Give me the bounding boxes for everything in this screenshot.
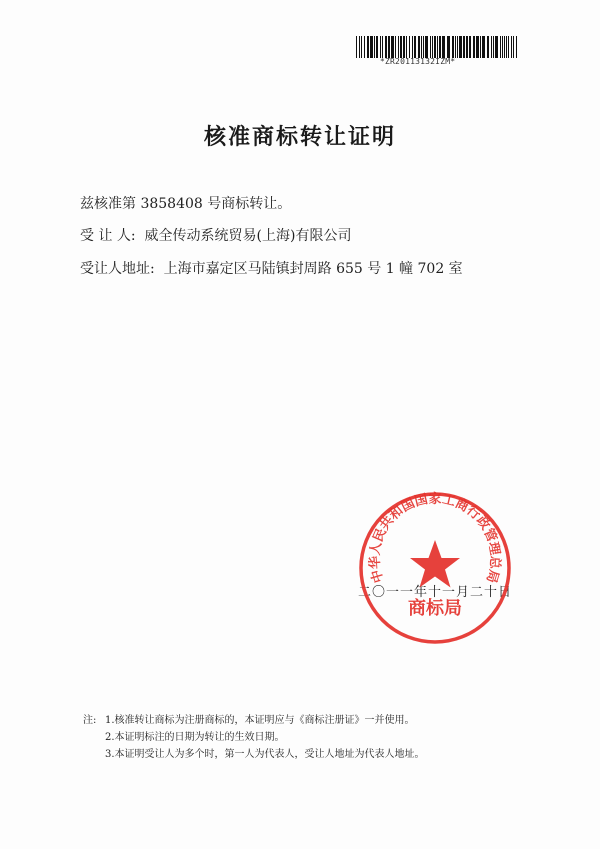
barcode-bar — [516, 36, 517, 58]
barcode-bar — [466, 36, 468, 58]
barcode-bar — [476, 36, 479, 58]
barcode-number: *ZR20113132IZM* — [380, 57, 456, 66]
seal-center-text: 商标局 — [408, 598, 462, 619]
barcode-bar — [495, 36, 498, 58]
barcode-bar — [403, 36, 405, 58]
assignee-line — [80, 225, 351, 245]
barcode-bar — [463, 36, 465, 58]
barcode-bar — [482, 36, 485, 58]
barcode-bar — [391, 36, 394, 58]
barcode-bar — [425, 36, 428, 58]
barcode-bar — [513, 36, 514, 58]
notes-prefix: 注: — [83, 715, 97, 726]
barcode-bar — [506, 36, 507, 58]
star-icon — [410, 540, 460, 588]
assignee-value: 威全传动系统贸易(上海)有限公司 — [144, 228, 352, 244]
barcode-bar — [370, 36, 373, 58]
document-title: 核准商标转让证明 — [203, 124, 396, 150]
approval-statement: 兹核准第 3858408 号商标转让。 — [80, 196, 292, 212]
barcode-bar — [500, 36, 501, 58]
barcode-bar — [502, 36, 503, 58]
barcode-bar — [469, 36, 471, 58]
barcode-bar — [395, 36, 396, 58]
barcode-bar — [356, 36, 357, 58]
barcode-bar — [398, 36, 399, 58]
barcode-bar — [487, 36, 489, 58]
barcode-bar — [382, 36, 383, 58]
barcode-bar — [421, 36, 422, 58]
barcode-bar — [439, 36, 441, 58]
barcode-bar — [452, 36, 454, 58]
barcode-bar — [361, 36, 362, 58]
barcode-bar — [385, 36, 387, 58]
barcode-bar — [380, 36, 381, 58]
barcode-bar — [367, 36, 369, 58]
barcode-bar — [459, 36, 462, 58]
barcode-bar — [491, 36, 492, 58]
barcode-bar — [493, 36, 494, 58]
barcode-bar — [418, 36, 420, 58]
notes-section — [83, 712, 425, 763]
seal-ring-text: 中华人民共和国国家工商行政管理总局 — [367, 491, 503, 585]
barcode-bar — [430, 36, 431, 58]
barcode-bar — [511, 36, 512, 58]
barcode-bar — [414, 36, 416, 58]
barcode-bar — [388, 36, 390, 58]
barcode-bar — [504, 36, 505, 58]
barcode-bar — [442, 36, 445, 58]
barcode-bar — [409, 36, 410, 58]
barcode-bar — [359, 36, 360, 58]
barcode-bar — [455, 36, 456, 58]
assignee-address-value: 上海市嘉定区马陆镇封周路 655 号 1 幢 702 室 — [163, 261, 463, 277]
note-item: 注: 1.核准转让商标为注册商标的，本证明应与《商标注册证》一并使用。 — [83, 712, 425, 729]
barcode — [356, 36, 520, 58]
assignee-address-line — [80, 258, 463, 278]
issue-date: 二〇一一年十一月二十日 — [358, 585, 513, 600]
note-item: 2.本证明标注的日期为转让的生效日期。 — [105, 732, 285, 743]
barcode-bar — [406, 36, 407, 58]
barcode-bar — [447, 36, 450, 58]
note-item: 3.本证明受让人为多个时，第一人为代表人，受让人地址为代表人地址。 — [105, 749, 425, 760]
barcode-bar — [400, 36, 402, 58]
barcode-bar — [374, 36, 375, 58]
assignee-address-label: 受让人地址: — [80, 261, 155, 277]
barcode-bar — [508, 36, 509, 58]
barcode-bar — [412, 36, 413, 58]
barcode-bar — [434, 36, 436, 58]
barcode-bar — [437, 36, 438, 58]
barcode-bar — [423, 36, 424, 58]
barcode-bar — [364, 36, 365, 58]
barcode-bar — [457, 36, 458, 58]
barcode-bar — [480, 36, 481, 58]
barcode-bar — [432, 36, 433, 58]
barcode-bar — [473, 36, 475, 58]
barcode-bar — [376, 36, 378, 58]
official-seal — [355, 488, 515, 648]
assignee-label: 受 让 人: — [80, 228, 136, 244]
